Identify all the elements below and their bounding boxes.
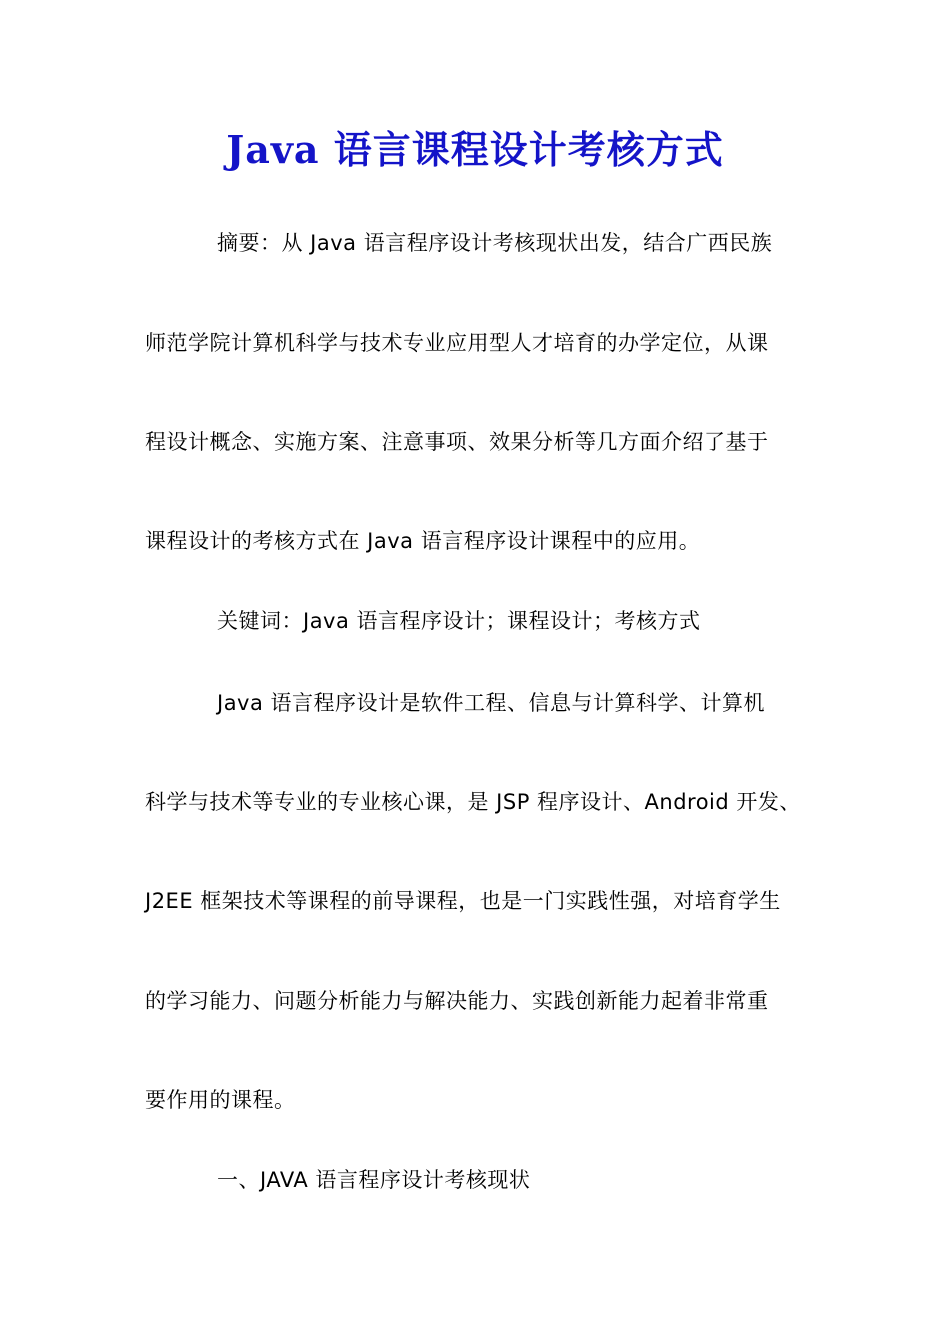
body-line-1: Java 语言程序设计是软件工程、信息与计算科学、计算机	[217, 691, 766, 715]
abstract-line-1: 摘要：从 Java 语言程序设计考核现状出发，结合广西民族	[217, 231, 773, 255]
body-line-2: 科学与技术等专业的专业核心课，是 JSP 程序设计、Android 开发、	[145, 790, 801, 814]
abstract-line-3: 程设计概念、实施方案、注意事项、效果分析等几方面介绍了基于	[145, 430, 769, 454]
abstract-line-4: 课程设计的考核方式在 Java 语言程序设计课程中的应用。	[145, 529, 701, 553]
document-title: Java 语言课程设计考核方式	[226, 127, 724, 172]
section-heading: 一、JAVA 语言程序设计考核现状	[217, 1168, 531, 1192]
abstract-line-2: 师范学院计算机科学与技术专业应用型人才培育的办学定位，从课	[145, 331, 769, 355]
keywords-line: 关键词：Java 语言程序设计；课程设计；考核方式	[217, 609, 701, 633]
body-line-3: J2EE 框架技术等课程的前导课程，也是一门实践性强，对培育学生	[145, 889, 781, 913]
body-line-5: 要作用的课程。	[145, 1088, 296, 1112]
body-line-4: 的学习能力、问题分析能力与解决能力、实践创新能力起着非常重	[145, 989, 769, 1013]
